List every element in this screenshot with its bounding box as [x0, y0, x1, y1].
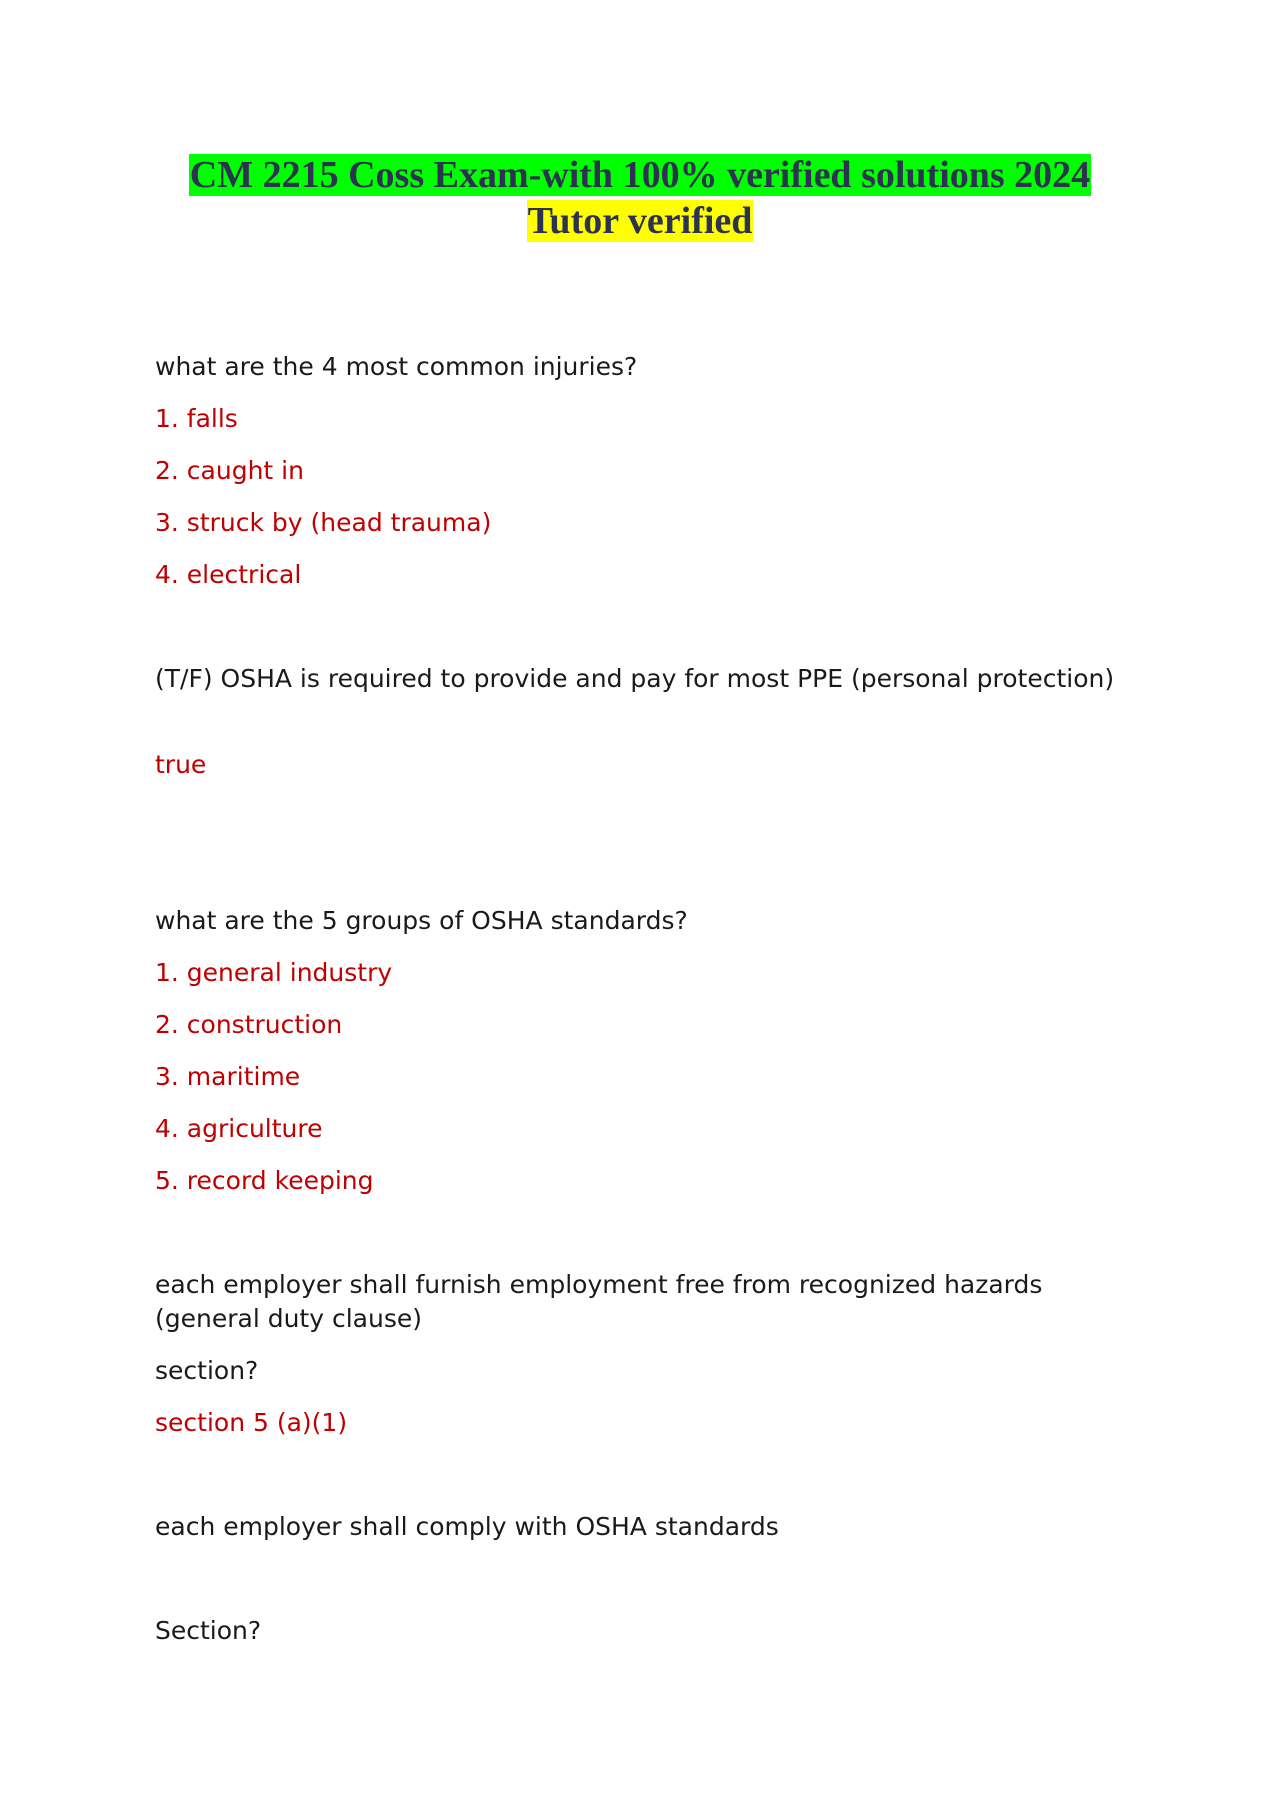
answer-1-2: 2. caught in [155, 456, 304, 485]
answer-1-3: 3. struck by (head trauma) [155, 508, 492, 537]
answer-3-4: 4. agriculture [155, 1114, 323, 1143]
question-4: each employer shall furnish employment free from recognized hazards (general duty clause) [155, 1270, 1043, 1333]
answer-1-1: 1. falls [155, 404, 238, 433]
document-title [0, 152, 1280, 244]
question-1: what are the 4 most common injuries? [155, 352, 638, 381]
title-line-2: Tutor verified [527, 200, 753, 242]
answer-3-3: 3. maritime [155, 1062, 301, 1091]
answer-2-1: true [155, 750, 207, 779]
answer-3-2: 2. construction [155, 1010, 343, 1039]
question-2: (T/F) OSHA is required to provide and pay for most PPE (personal protection) [155, 664, 1115, 693]
title-line-1: CM 2215 Coss Exam-with 100% verified solutions 2024 [189, 154, 1091, 196]
answer-3-1: 1. general industry [155, 958, 393, 987]
question-3: what are the 5 groups of OSHA standards? [155, 906, 688, 935]
answer-3-5: 5. record keeping [155, 1166, 374, 1195]
question-5: each employer shall comply with OSHA standards [155, 1512, 779, 1541]
question-4-followup: section? [155, 1356, 259, 1385]
answer-1-4: 4. electrical [155, 560, 302, 589]
question-5-followup: Section? [155, 1616, 262, 1645]
answer-4-1: section 5 (a)(1) [155, 1408, 348, 1437]
